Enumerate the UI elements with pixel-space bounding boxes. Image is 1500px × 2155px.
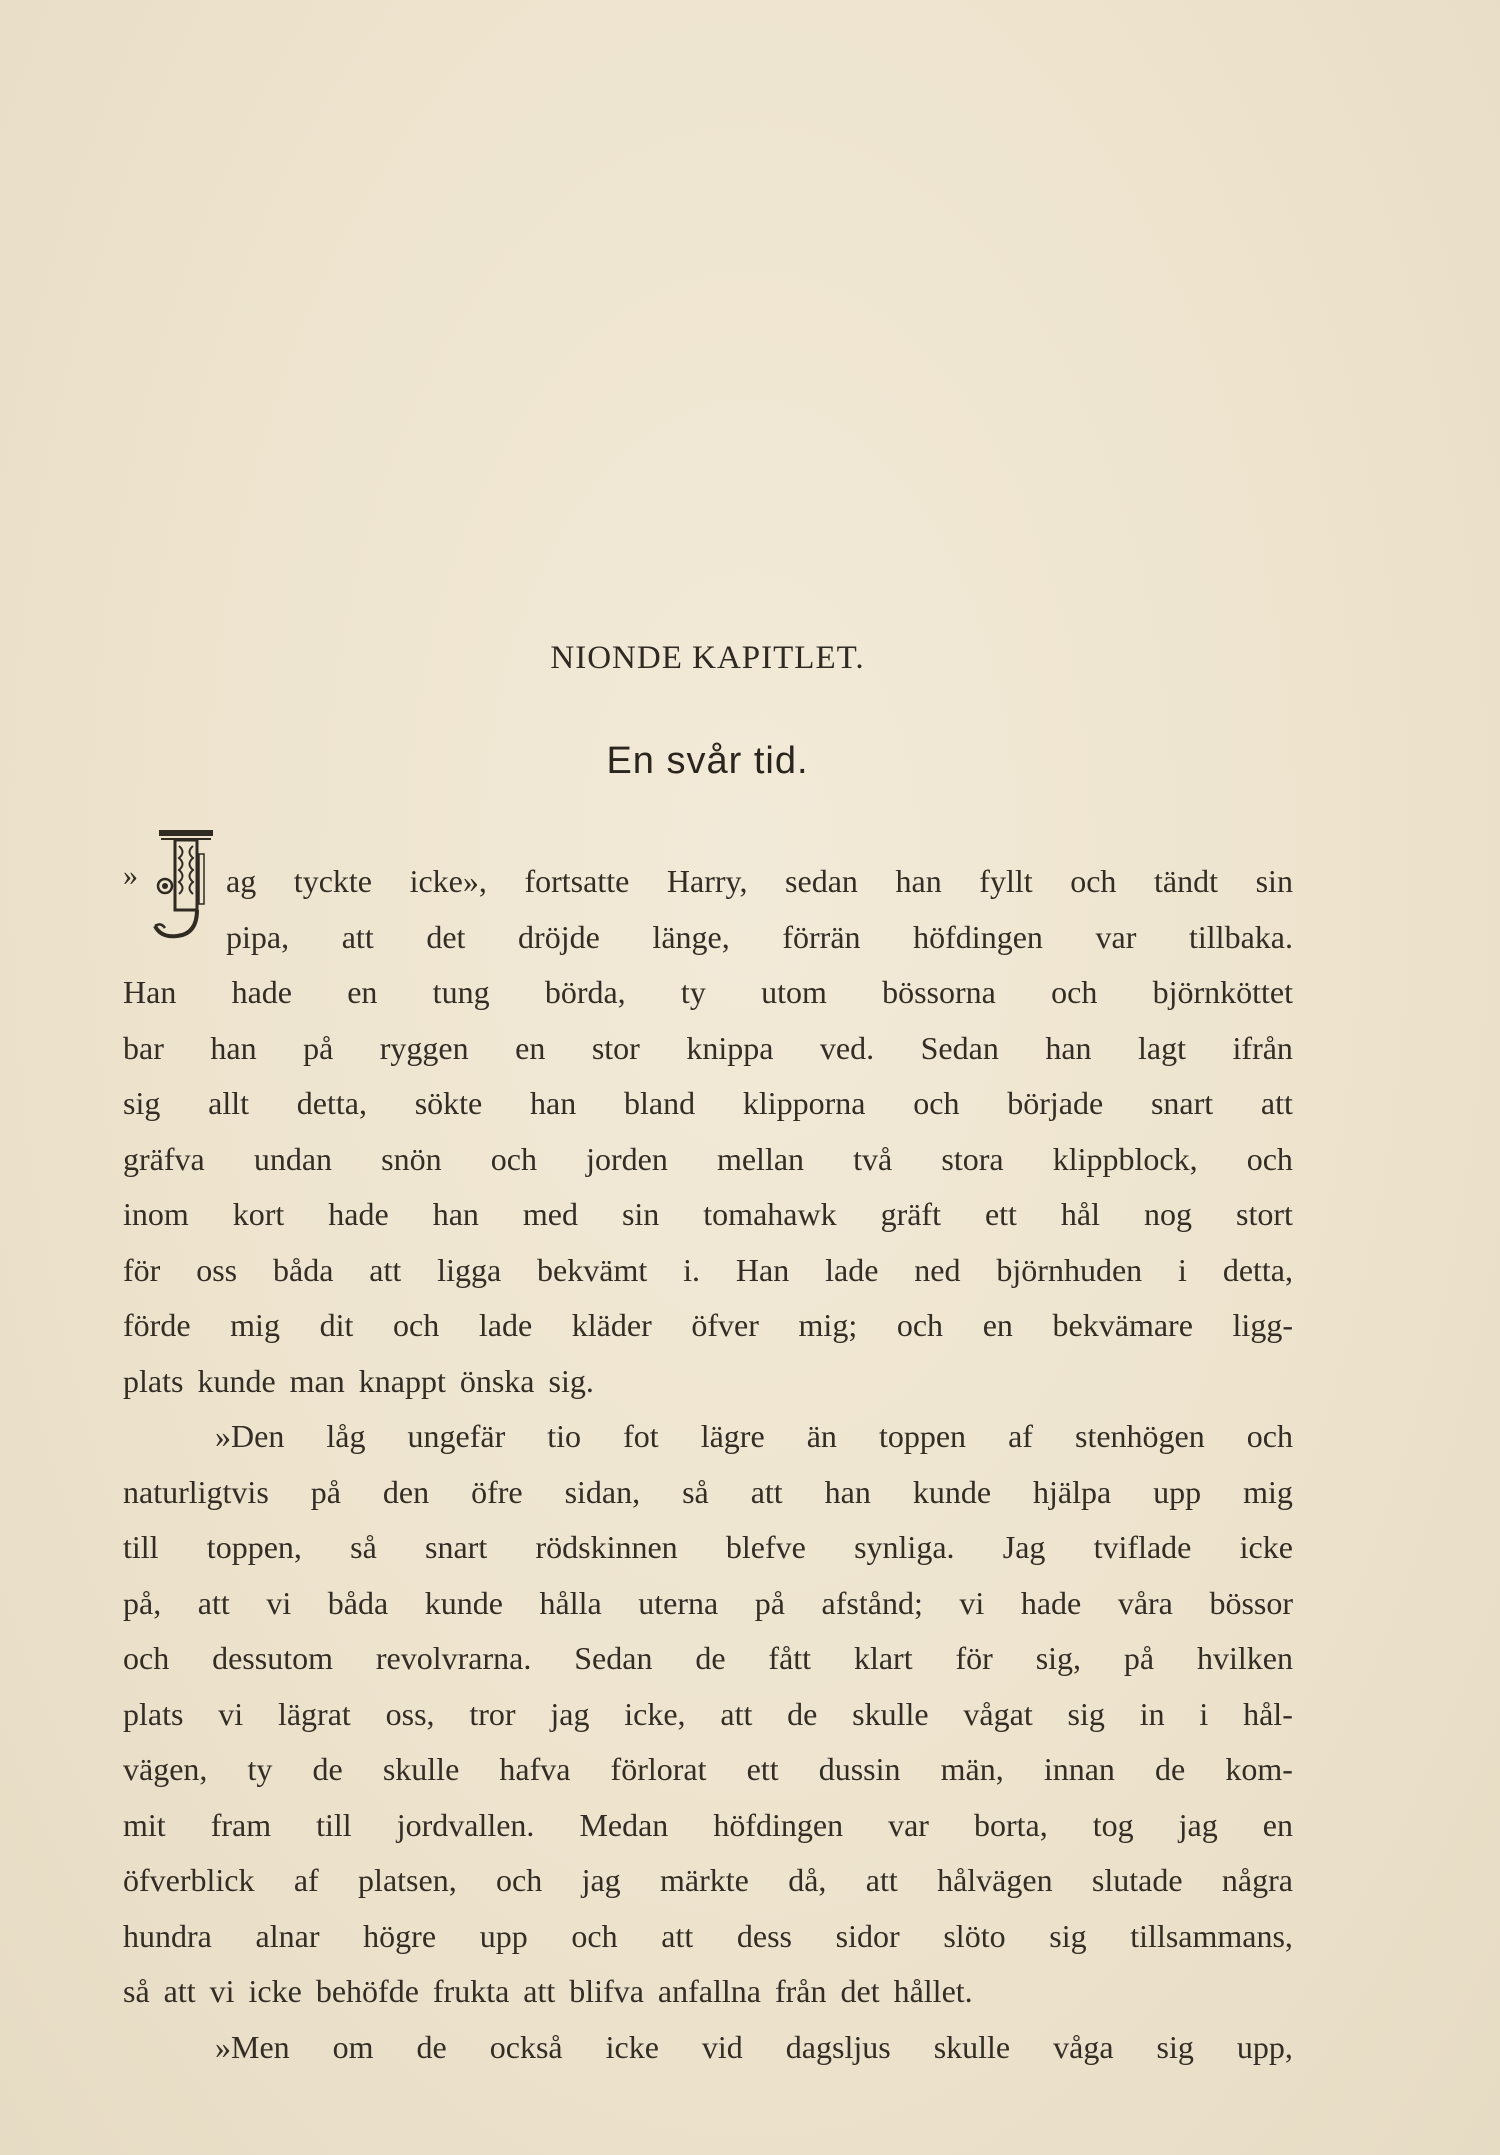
text-lines bbox=[123, 854, 1293, 2075]
text-line: vägen, ty de skulle hafva förlorat ett dussin män, innan de kom- bbox=[123, 1751, 1293, 1787]
text-line: pipa, att det dröjde länge, förrän höfdingen var tillbaka. bbox=[226, 918, 1293, 955]
text-line: »Den låg ungefär tio fot lägre än toppen af stenhögen och bbox=[215, 1418, 1293, 1454]
text-line: gräfva undan snön och jorden mellan två stora klippblock, och bbox=[123, 1140, 1293, 1177]
text-line: på, att vi båda kunde hålla uterna på afstånd; vi hade våra bössor bbox=[123, 1584, 1293, 1621]
text-line: så att vi icke behöfde frukta att blifva anfallna från det hållet. bbox=[123, 1973, 973, 2009]
text-line: till toppen, så snart rödskinnen blefve synliga. Jag tviflade icke bbox=[123, 1529, 1293, 1565]
body-text bbox=[123, 854, 1293, 2075]
text-line: plats kunde man knappt önska sig. bbox=[123, 1362, 594, 1399]
text-line: mit fram till jordvallen. Medan höfdingen var borta, tog jag en bbox=[123, 1806, 1293, 1843]
text-line: hundra alnar högre upp och att dess sidor slöto sig tillsammans, bbox=[123, 1917, 1293, 1954]
text-line: ag tyckte icke», fortsatte Harry, sedan han fyllt och tändt sin bbox=[226, 863, 1293, 899]
text-line: sig allt detta, sökte han bland klipporna och började snart att bbox=[123, 1085, 1293, 1121]
text-line: inom kort hade han med sin tomahawk gräft ett hål nog stort bbox=[123, 1196, 1293, 1232]
text-line: bar han på ryggen en stor knippa ved. Sedan han lagt ifrån bbox=[123, 1029, 1293, 1066]
text-line: och dessutom revolvrarna. Sedan de fått klart för sig, på hvilken bbox=[123, 1640, 1293, 1676]
text-line: Han hade en tung börda, ty utom bössorna och björnköttet bbox=[123, 974, 1293, 1010]
chapter-subtitle: En svår tid. bbox=[606, 740, 809, 782]
text-line: plats vi lägrat oss, tror jag icke, att de skulle vågat sig in i hål- bbox=[123, 1695, 1293, 1732]
opening-quote-mark: » bbox=[123, 859, 138, 892]
text-line: naturligtvis på den öfre sidan, så att han kunde hjälpa upp mig bbox=[123, 1473, 1293, 1510]
text-line: för oss båda att ligga bekvämt i. Han lade ned björnhuden i detta, bbox=[123, 1251, 1293, 1288]
text-line: öfverblick af platsen, och jag märkte då, att hålvägen slutade några bbox=[123, 1862, 1293, 1898]
chapter-heading: NIONDE KAPITLET. bbox=[550, 640, 865, 676]
text-line: »Men om de också icke vid dagsljus skulle våga sig upp, bbox=[215, 2028, 1293, 2065]
text-line: förde mig dit och lade kläder öfver mig; och en bekvämare ligg- bbox=[123, 1307, 1293, 1343]
